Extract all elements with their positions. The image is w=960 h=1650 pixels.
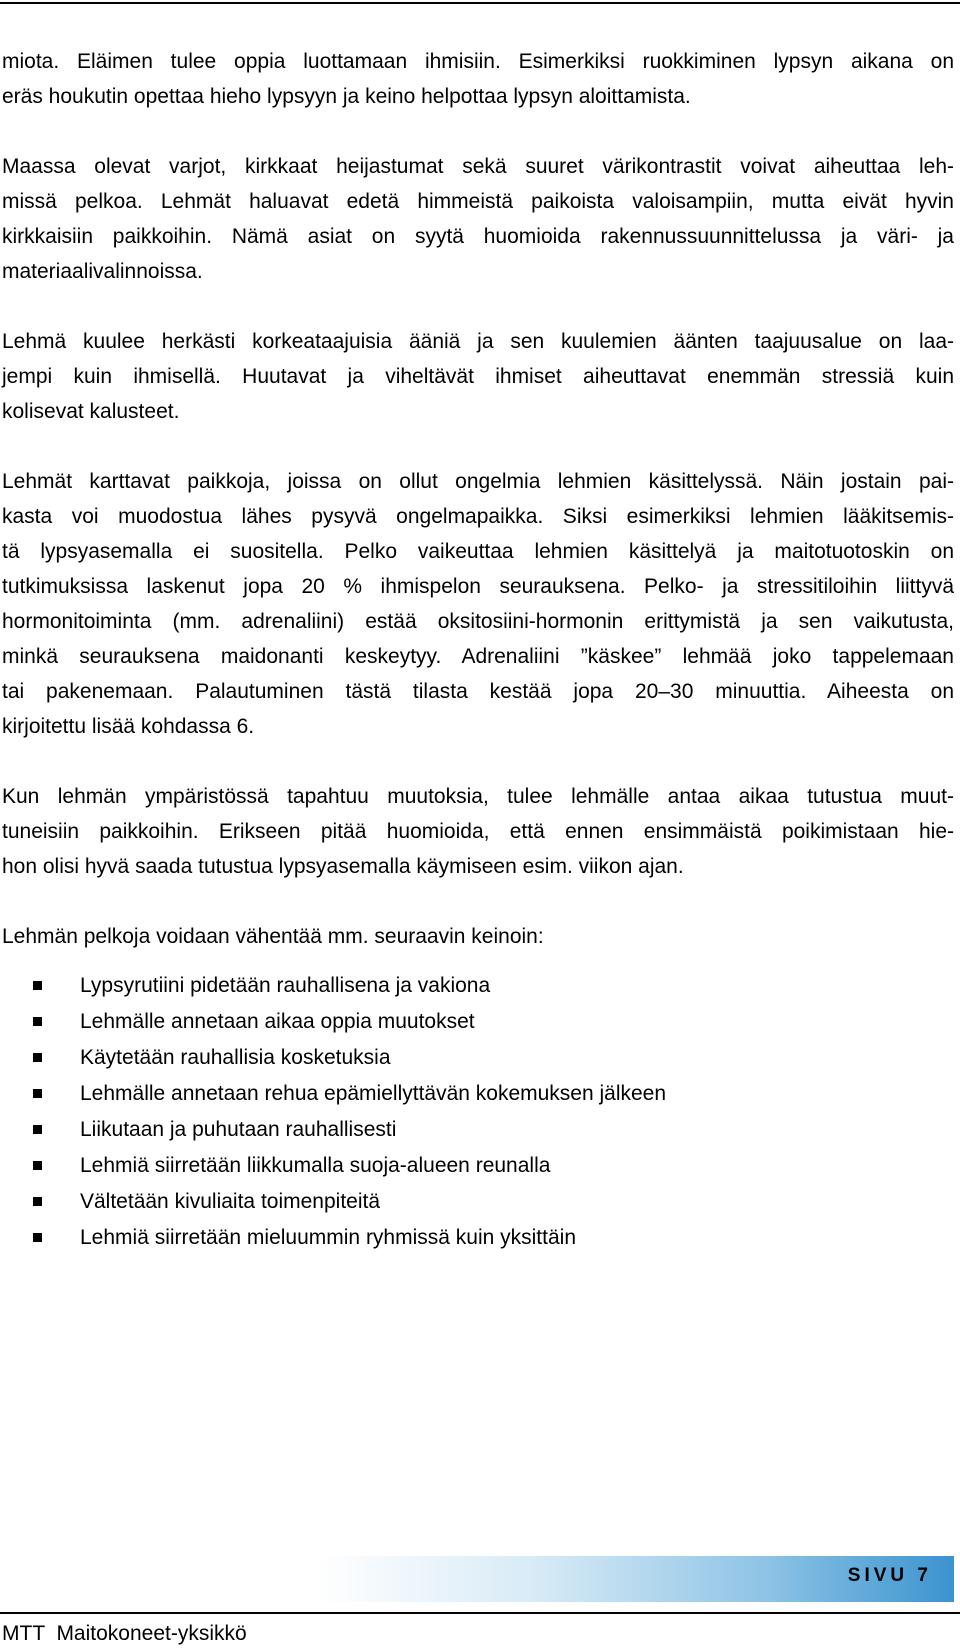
list-item	[2, 1184, 954, 1220]
text-line: kirkkaisiin paikkoihin. Nämä asiat on syytä huomioida rakennussuunnittelussa ja väri- ja	[2, 225, 954, 248]
paragraph-6	[2, 919, 954, 954]
text-line: Lehmä kuulee herkästi korkeataajuisia ääniä ja sen kuulemien äänten taajuusalue on laa-	[2, 330, 954, 353]
text-line: minkä seurauksena maidonanti keskeytyy. Adrenaliini ”käskee” lehmää joko tappelemaan	[2, 645, 954, 668]
paragraph-5	[2, 779, 954, 884]
paragraph-1	[2, 44, 954, 114]
list-item	[2, 1040, 954, 1076]
text-line: tai pakenemaan. Palautuminen tästä tilasta kestää jopa 20–30 minuuttia. Aiheesta on	[2, 680, 954, 703]
list-item	[2, 1148, 954, 1184]
list-item	[2, 968, 954, 1004]
square-bullet-icon	[33, 1233, 42, 1242]
paragraph-2	[2, 149, 954, 289]
list-item-text: Lehmiä siirretään liikkumalla suoja-alueen reunalla	[80, 1154, 551, 1177]
square-bullet-icon	[33, 1017, 42, 1026]
footer-organization: MTT Maitokoneet-yksikkö	[2, 1622, 247, 1645]
text-line: Maassa olevat varjot, kirkkaat heijastumat sekä suuret värikontrastit voivat aiheuttaa leh-	[2, 155, 954, 178]
square-bullet-icon	[33, 1053, 42, 1062]
text-line: jempi kuin ihmisellä. Huutavat ja viheltävät ihmiset aiheuttavat enemmän stressiä kuin	[2, 365, 954, 388]
text-line: hormonitoiminta (mm. adrenaliini) estää oksitosiini-hormonin erittymistä ja sen vaikutusta,	[2, 610, 954, 633]
text-line: tuneisiin paikkoihin. Erikseen pitää huomioida, että ennen ensimmäistä poikimistaan hie-	[2, 820, 954, 843]
text-line: kasta voi muodostua lähes pysyvä ongelmapaikka. Siksi esimerkiksi lehmien lääkitsemis-	[2, 505, 954, 528]
list-item	[2, 1220, 954, 1256]
header-rule	[0, 2, 960, 4]
square-bullet-icon	[33, 1161, 42, 1170]
text-line: tä lypsyasemalla ei suositella. Pelko vaikeuttaa lehmien käsittelyä ja maitotuotoskin on	[2, 540, 954, 563]
text-line: kolisevat kalusteet.	[2, 400, 180, 423]
list-item-text: Lehmälle annetaan rehua epämiellyttävän kokemuksen jälkeen	[80, 1082, 667, 1105]
paragraph-3	[2, 324, 954, 429]
text-line: kirjoitettu lisää kohdassa 6.	[2, 715, 255, 738]
square-bullet-icon	[33, 1089, 42, 1098]
paragraph-4	[2, 464, 954, 744]
page-number: SIVU 7	[847, 1565, 932, 1586]
list-item-text: Käytetään rauhallisia kosketuksia	[80, 1046, 391, 1069]
footer-rule	[0, 1612, 960, 1614]
list-item-text: Vältetään kivuliaita toimenpiteitä	[80, 1190, 381, 1213]
square-bullet-icon	[33, 1125, 42, 1134]
text-line: Lehmät karttavat paikkoja, joissa on ollut ongelmia lehmien käsittelyssä. Näin jostain pai-	[2, 470, 954, 493]
square-bullet-icon	[33, 1197, 42, 1206]
bullet-list	[2, 968, 954, 1256]
list-item	[2, 1076, 954, 1112]
list-item-text: Lehmälle annetaan aikaa oppia muutokset	[80, 1010, 475, 1033]
text-line: missä pelkoa. Lehmät haluavat edetä himmeistä paikoista valoisampiin, mutta eivät hyvin	[2, 190, 954, 213]
text-line: materiaalivalinnoissa.	[2, 260, 203, 283]
text-line: Kun lehmän ympäristössä tapahtuu muutoksia, tulee lehmälle antaa aikaa tutustua muut-	[2, 785, 954, 808]
square-bullet-icon	[33, 981, 42, 990]
list-item-text: Liikutaan ja puhutaan rauhallisesti	[80, 1118, 397, 1141]
list-item-text: Lypsyrutiini pidetään rauhallisena ja vakiona	[80, 974, 491, 997]
list-item	[2, 1004, 954, 1040]
text-line: miota. Eläimen tulee oppia luottamaan ihmisiin. Esimerkiksi ruokkiminen lypsyn aikana on	[2, 50, 954, 73]
text-line: tutkimuksissa laskenut jopa 20 % ihmispelon seurauksena. Pelko- ja stressitiloihin liittyvä	[2, 575, 954, 598]
list-intro: Lehmän pelkoja voidaan vähentää mm. seuraavin keinoin:	[2, 925, 544, 948]
list-item	[2, 1112, 954, 1148]
text-line: eräs houkutin opettaa hieho lypsyyn ja keino helpottaa lypsyn aloittamista.	[2, 85, 691, 108]
text-line: hon olisi hyvä saada tutustua lypsyasemalla käymiseen esim. viikon ajan.	[2, 855, 684, 878]
document-body	[2, 44, 954, 1256]
list-item-text: Lehmiä siirretään mieluummin ryhmissä kuin yksittäin	[80, 1226, 577, 1249]
